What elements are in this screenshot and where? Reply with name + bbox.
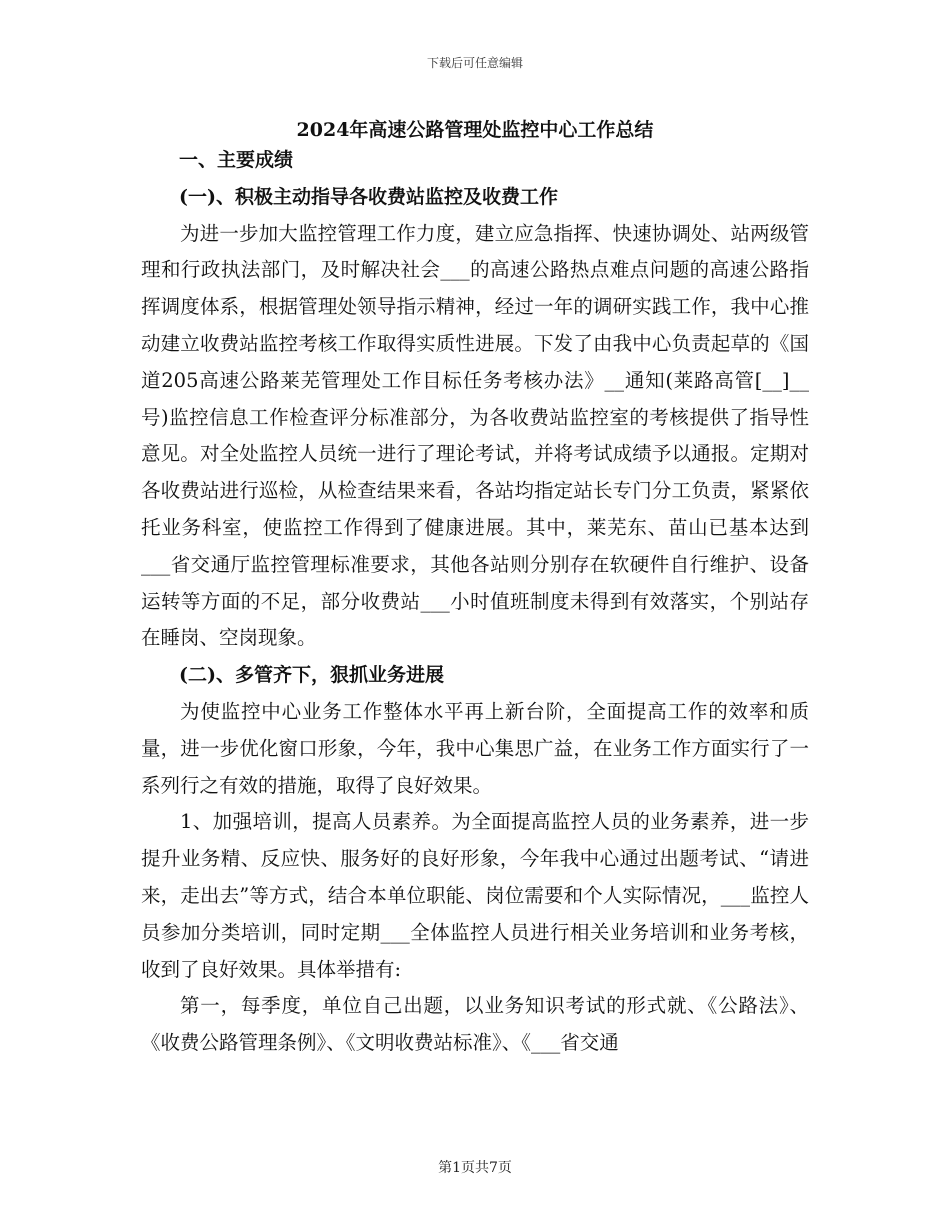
document-body [141,142,809,1062]
header-note: 下载后可任意编辑 [426,56,523,70]
subsection-heading-1: (一)、积极主动指导各收费站监控及收费工作 [179,185,558,208]
body-paragraph: 第一，每季度，单位自己出题，以业务知识考试的形式就、《公路法》、《收费公路管理条例》、《文明收费站标准》、《___省交通 [141,994,809,1055]
subsection-heading-2: (二)、多管齐下，狠抓业务进展 [179,664,444,687]
body-paragraph: 1、加强培训，提高人员素养。为全面提高监控人员的业务素养，进一步提升业务精、反应快、服务好的良好形象，今年我中心通过出题考试、“请进来，走出去”等方式，结合本单位职能、岗位需要和个人实际情况，___监控人员参加分类培训，同时定期___全体监控人员进行相关业务培训和业务考核，收到了良好效果。具体举措有: [141,810,809,981]
page-number: 第1页共7页 [438,1160,512,1176]
section-heading-main-achievements: 一、主要成绩 [179,149,294,171]
body-paragraph: 为使监控中心业务工作整体水平再上新台阶，全面提高工作的效率和质量，进一步优化窗口形象，今年，我中心集思广益，在业务工作方面实行了一系列行之有效的措施，取得了良好效果。 [141,699,809,797]
body-paragraph: 为进一步加大监控管理工作力度，建立应急指挥、快速协调处、站两级管理和行政执法部门，及时解决社会___的高速公路热点难点问题的高速公路指挥调度体系，根据管理处领导指示精神，经过一年的调研实践工作，我中心推动建立收费站监控考核工作取得实质性进展。下发了由我中心负责起草的《国道205高速公路莱芜管理处工作目标任务考核办法》__通知(莱路高管[__]__号)监控信息工作检查评分标准部分，为各收费站监控室的考核提供了指导性意见。对全处监控人员统一进行了理论考试，并将考试成绩予以通报。定期对各收费站进行巡检，从检查结果来看，各站均指定站长专门分工负责，紧紧依托业务科室，使监控工作得到了健康进展。其中，莱芜东、苗山已基本达到___省交通厅监控管理标准要求，其他各站则分别存在软硬件自行维护、设备运转等方面的不足，部分收费站___小时值班制度未得到有效落实，个别站存在睡岗、空岗现象。 [141,221,809,650]
document-title: 2024年高速公路管理处监控中心工作总结 [296,119,654,141]
